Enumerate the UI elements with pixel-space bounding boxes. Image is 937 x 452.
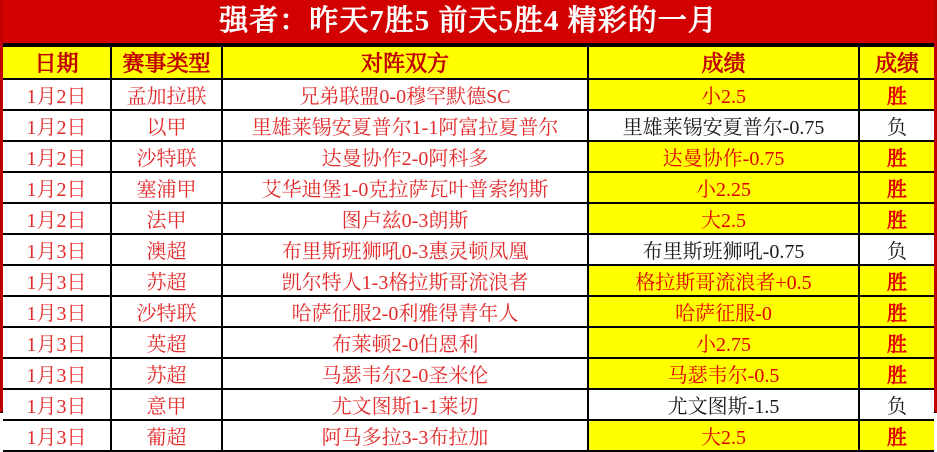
match-cell: 凯尔特人1-3格拉斯哥流浪者 xyxy=(222,265,588,296)
result-cell: 胜 xyxy=(859,265,934,296)
table-row xyxy=(3,358,934,389)
match-cell: 达曼协作2-0阿科多 xyxy=(222,141,588,172)
header-pick: 成绩 xyxy=(588,46,859,79)
league-cell: 苏超 xyxy=(111,265,222,296)
results-table xyxy=(3,45,934,452)
match-cell: 马瑟韦尔2-0圣米伦 xyxy=(222,358,588,389)
league-cell: 葡超 xyxy=(111,420,222,451)
pick-cell: 达曼协作-0.75 xyxy=(588,141,859,172)
league-cell: 孟加拉联 xyxy=(111,79,222,110)
pick-cell: 哈萨征服-0 xyxy=(588,296,859,327)
pick-cell: 里雄莱锡安夏普尔-0.75 xyxy=(588,110,859,141)
pick-cell: 布里斯班狮吼-0.75 xyxy=(588,234,859,265)
result-cell: 负 xyxy=(859,234,934,265)
match-cell: 图卢兹0-3朗斯 xyxy=(222,203,588,234)
date-cell: 1月3日 xyxy=(3,234,111,265)
date-cell: 1月3日 xyxy=(3,358,111,389)
match-cell: 艾华迪堡1-0克拉萨瓦叶普索纳斯 xyxy=(222,172,588,203)
league-cell: 澳超 xyxy=(111,234,222,265)
match-cell: 布里斯班狮吼0-3惠灵顿凤凰 xyxy=(222,234,588,265)
header-date: 日期 xyxy=(3,46,111,79)
header-league: 赛事类型 xyxy=(111,46,222,79)
results-table-header xyxy=(3,46,934,79)
date-cell: 1月2日 xyxy=(3,172,111,203)
result-cell: 负 xyxy=(859,110,934,141)
league-cell: 法甲 xyxy=(111,203,222,234)
table-row xyxy=(3,265,934,296)
match-cell: 尤文图斯1-1莱切 xyxy=(222,389,588,420)
league-cell: 意甲 xyxy=(111,389,222,420)
table-row xyxy=(3,203,934,234)
header-match: 对阵双方 xyxy=(222,46,588,79)
table-row xyxy=(3,420,934,451)
result-cell: 胜 xyxy=(859,172,934,203)
result-cell: 胜 xyxy=(859,203,934,234)
league-cell: 苏超 xyxy=(111,358,222,389)
date-cell: 1月2日 xyxy=(3,203,111,234)
pick-cell: 小2.75 xyxy=(588,327,859,358)
match-cell: 哈萨征服2-0利雅得青年人 xyxy=(222,296,588,327)
date-cell: 1月2日 xyxy=(3,141,111,172)
table-row xyxy=(3,141,934,172)
result-cell: 胜 xyxy=(859,296,934,327)
league-cell: 塞浦甲 xyxy=(111,172,222,203)
date-cell: 1月3日 xyxy=(3,420,111,451)
table-row xyxy=(3,110,934,141)
result-cell: 胜 xyxy=(859,141,934,172)
result-cell: 负 xyxy=(859,389,934,420)
table-row xyxy=(3,172,934,203)
result-cell: 胜 xyxy=(859,420,934,451)
header-row xyxy=(3,46,934,79)
match-cell: 布莱顿2-0伯恩利 xyxy=(222,327,588,358)
league-cell: 英超 xyxy=(111,327,222,358)
header-result: 成绩 xyxy=(859,46,934,79)
match-cell: 阿马多拉3-3布拉加 xyxy=(222,420,588,451)
result-cell: 胜 xyxy=(859,358,934,389)
league-cell: 以甲 xyxy=(111,110,222,141)
table-row xyxy=(3,79,934,110)
result-cell: 胜 xyxy=(859,327,934,358)
page-title: 强者：昨天7胜5 前天5胜4 精彩的一月 xyxy=(3,0,934,45)
pick-cell: 小2.25 xyxy=(588,172,859,203)
date-cell: 1月2日 xyxy=(3,79,111,110)
pick-cell: 格拉斯哥流浪者+0.5 xyxy=(588,265,859,296)
result-cell: 胜 xyxy=(859,79,934,110)
pick-cell: 尤文图斯-1.5 xyxy=(588,389,859,420)
table-row xyxy=(3,327,934,358)
date-cell: 1月2日 xyxy=(3,110,111,141)
table-row xyxy=(3,234,934,265)
pick-cell: 大2.5 xyxy=(588,203,859,234)
league-cell: 沙特联 xyxy=(111,296,222,327)
match-cell: 里雄莱锡安夏普尔1-1阿富拉夏普尔 xyxy=(222,110,588,141)
date-cell: 1月3日 xyxy=(3,265,111,296)
date-cell: 1月3日 xyxy=(3,327,111,358)
pick-cell: 马瑟韦尔-0.5 xyxy=(588,358,859,389)
league-cell: 沙特联 xyxy=(111,141,222,172)
results-table-body xyxy=(3,79,934,451)
match-cell: 兄弟联盟0-0穆罕默德SC xyxy=(222,79,588,110)
pick-cell: 小2.5 xyxy=(588,79,859,110)
table-row xyxy=(3,296,934,327)
date-cell: 1月3日 xyxy=(3,296,111,327)
table-row xyxy=(3,389,934,420)
date-cell: 1月3日 xyxy=(3,389,111,420)
pick-cell: 大2.5 xyxy=(588,420,859,451)
